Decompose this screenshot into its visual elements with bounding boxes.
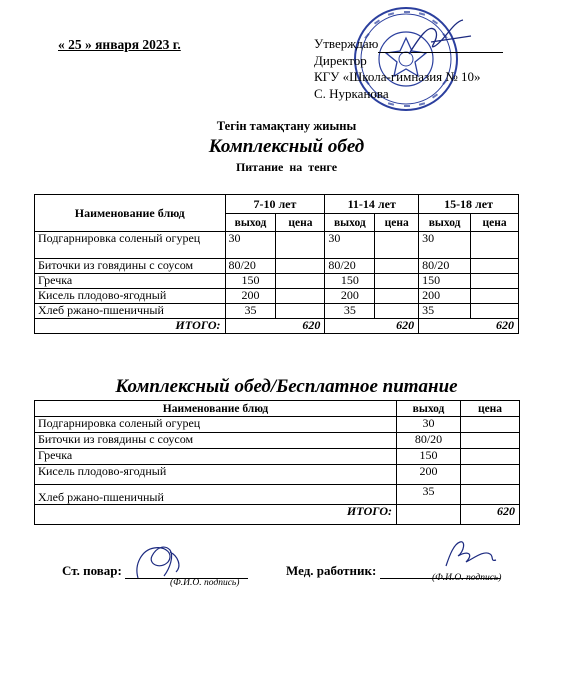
table-row xyxy=(35,289,519,304)
approve-line-4: С. Нурканова xyxy=(314,85,389,101)
output-value: 80/20 xyxy=(225,259,276,274)
table-row xyxy=(35,259,519,274)
price-header: цена xyxy=(276,214,325,232)
dish-name: Хлеб ржано-пшеничный xyxy=(35,304,226,319)
total-value: 620 xyxy=(225,319,325,334)
document-date: « 25 » января 2023 г. xyxy=(58,37,181,52)
cook-note: (Ф.И.О. подпись) xyxy=(170,578,240,588)
name-column-header: Наименование блюд xyxy=(35,401,397,417)
dish-name: Подгарнировка соленый огурец xyxy=(35,232,226,259)
age-group-header: 15-18 лет xyxy=(419,195,519,214)
output-value: 35 xyxy=(325,304,375,319)
subtitle: Питание на тенге xyxy=(235,160,338,174)
dish-name: Кисель плодово-ягодный xyxy=(35,465,397,485)
total-value: 620 xyxy=(325,319,419,334)
age-group-header: 7-10 лет xyxy=(225,195,325,214)
table-row xyxy=(35,417,520,433)
cook-label: Ст. повар: xyxy=(62,563,122,578)
output-value: 30 xyxy=(325,232,375,259)
output-header: выход xyxy=(419,214,471,232)
table-row xyxy=(35,304,519,319)
approve-line-2: Директор xyxy=(314,52,367,68)
free-meal-table xyxy=(34,400,520,525)
output-value: 80/20 xyxy=(419,259,471,274)
output-header: выход xyxy=(397,401,461,417)
output-value: 150 xyxy=(419,274,471,289)
menu-table-by-age xyxy=(34,194,519,334)
output-value: 200 xyxy=(419,289,471,304)
price-header: цена xyxy=(375,214,419,232)
med-note: (Ф.И.О. подпись) xyxy=(432,573,502,583)
output-value: 200 xyxy=(225,289,276,304)
output-value: 150 xyxy=(225,274,276,289)
dish-name: Хлеб ржано-пшеничный xyxy=(35,485,397,505)
output-value: 35 xyxy=(225,304,276,319)
total-row xyxy=(35,319,519,334)
dish-name: Гречка xyxy=(35,449,397,465)
output-header: выход xyxy=(225,214,276,232)
output-value: 200 xyxy=(397,465,461,485)
output-value: 30 xyxy=(397,417,461,433)
output-value: 200 xyxy=(325,289,375,304)
output-value: 30 xyxy=(225,232,276,259)
table-row xyxy=(35,449,520,465)
table-row xyxy=(35,274,519,289)
age-group-header: 11-14 лет xyxy=(325,195,419,214)
med-signature xyxy=(440,536,500,574)
table-row xyxy=(35,433,520,449)
approve-line-3: КГУ «Школа-гимназия № 10» xyxy=(314,69,481,84)
kazakh-title: Тегін тамақтану жиыны xyxy=(216,119,357,133)
total-label: ИТОГО: xyxy=(35,319,226,334)
director-signature xyxy=(405,16,475,61)
total-row xyxy=(35,505,520,525)
main-title: Комплексный обед xyxy=(208,136,365,157)
approve-line-1: Утверждаю xyxy=(314,36,503,53)
output-value: 80/20 xyxy=(397,433,461,449)
output-value: 30 xyxy=(419,232,471,259)
total-label: ИТОГО: xyxy=(35,505,397,525)
total-value: 620 xyxy=(419,319,519,334)
output-value: 35 xyxy=(397,485,461,505)
dish-name: Подгарнировка соленый огурец xyxy=(35,417,397,433)
dish-name: Биточки из говядины с соусом xyxy=(35,433,397,449)
dish-name: Кисель плодово-ягодный xyxy=(35,289,226,304)
output-value: 35 xyxy=(419,304,471,319)
output-value: 150 xyxy=(325,274,375,289)
table-row xyxy=(35,465,520,485)
output-value: 80/20 xyxy=(325,259,375,274)
name-column-header: Наименование блюд xyxy=(35,195,226,232)
table-row xyxy=(35,232,519,259)
cook-signature xyxy=(130,538,190,586)
total-value: 620 xyxy=(461,505,520,525)
price-header: цена xyxy=(471,214,519,232)
dish-name: Биточки из говядины с соусом xyxy=(35,259,226,274)
med-label: Мед. работник: xyxy=(286,563,377,578)
output-header: выход xyxy=(325,214,375,232)
output-value: 150 xyxy=(397,449,461,465)
dish-name: Гречка xyxy=(35,274,226,289)
second-title: Комплексный обед/Бесплатное питание xyxy=(115,376,458,397)
table-row xyxy=(35,485,520,505)
price-header: цена xyxy=(461,401,520,417)
